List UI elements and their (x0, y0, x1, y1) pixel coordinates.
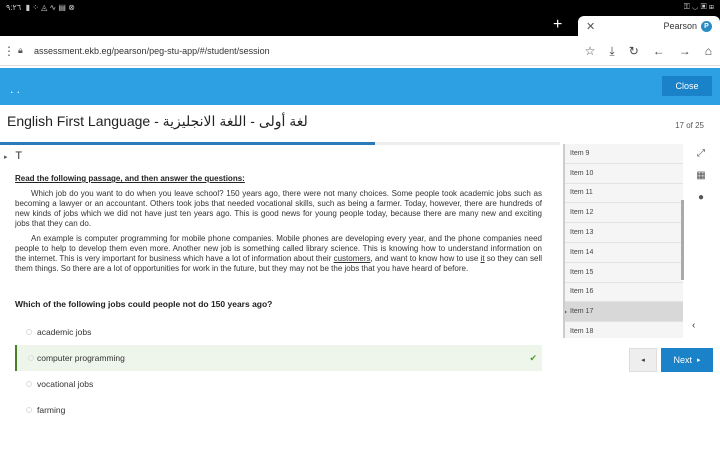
option-label: academic jobs (37, 327, 92, 337)
radio-button[interactable] (26, 407, 32, 413)
lock-icon[interactable]: 🔒︎ (18, 45, 23, 55)
question-content (0, 146, 560, 450)
previous-button[interactable]: ◂ (629, 348, 657, 372)
back-icon[interactable]: ← (652, 44, 665, 58)
item-entry[interactable]: Item 14 (565, 243, 683, 263)
underlined-word: it (480, 254, 485, 263)
passage-text: An example is computer programming for mobile phone companies. Mobile phones are developing every year, and the phone companies need people to help to develop them even more. Another new job is something called library science. This is knowing how to understand information on the internet. This is very important for business which have a lot of information about their (15, 234, 542, 263)
item-entry[interactable]: Item 16 (565, 283, 683, 303)
item-entry[interactable]: Item 13 (565, 223, 683, 243)
item-entry[interactable]: Item 18 (565, 322, 683, 338)
new-tab-icon[interactable]: + (553, 16, 563, 33)
item-entry[interactable]: Item 12 (565, 203, 683, 223)
status-left: ؜ ٩:٢٦ ▮ ⁘ ◬ ∿ ▤ ⊗ (6, 2, 75, 12)
close-tab-icon[interactable]: ✕ (586, 20, 596, 33)
answer-options (15, 319, 542, 423)
next-arrow-icon: ▸ (697, 357, 701, 364)
pearson-logo-icon: P (701, 21, 712, 32)
item-list (563, 144, 683, 338)
status-bar (0, 0, 720, 14)
assessment-header (0, 68, 720, 105)
collapse-panel-icon[interactable]: ‹ (692, 320, 696, 331)
address-bar (0, 36, 720, 66)
item-entry-current[interactable]: Item 17 (565, 302, 683, 322)
item-entry[interactable]: Item 9 (565, 144, 683, 164)
answer-option[interactable] (15, 397, 542, 423)
passage-text: so they can sell them things. So there are a lot of opportunities for work in the future, but they may not be the jobs that you have heard of before. (15, 254, 543, 273)
close-button[interactable]: Close (662, 76, 712, 96)
page-title: English First Language - لغة أولى - اللغة الانجليزية (7, 113, 308, 129)
checkmark-icon: ✔ (529, 352, 537, 363)
underlined-word: customers (333, 254, 371, 263)
item-entry[interactable]: Item 15 (565, 263, 683, 283)
next-label: Next (673, 355, 692, 365)
header-dots: . . (10, 82, 21, 96)
status-right: ⚿ ◡ ▣ ⊞ (683, 2, 714, 11)
radio-button[interactable] (26, 381, 32, 387)
progress-bar (0, 142, 560, 145)
browser-tab[interactable] (578, 16, 720, 36)
star-icon[interactable]: ☆ (584, 44, 596, 58)
question-text: Which of the following jobs could people not do 150 years ago? (15, 299, 273, 309)
radio-button[interactable] (26, 329, 32, 335)
tab-bar (0, 14, 720, 36)
tab-title: Pearson (663, 21, 697, 31)
progress-fill (0, 142, 375, 145)
item-entry[interactable]: Item 10 (565, 164, 683, 184)
item-counter: 17 of 25 (675, 121, 704, 130)
download-icon[interactable]: ⤓ (609, 43, 615, 58)
reading-passage (15, 189, 542, 279)
option-label: computer programming (37, 353, 125, 363)
title-bar (0, 105, 720, 142)
answer-option[interactable] (15, 371, 542, 397)
section-label: T (15, 150, 23, 162)
instructions: Read the following passage, and then answer the questions: (15, 174, 245, 183)
passage-paragraph-1: Which job do you want to do when you leave school? 150 years ago, there were not many choices. Some people took academic jobs such as becoming a lawyer or an accountant. Others took jobs that needed vocational skills, such as being a farmer. Today, however, there are hundreds of new kinds of jobs which we did not have just ten years ago. This is good news for young people today, because there are many new and exciting jobs that they can do. (15, 189, 542, 228)
browser-toolbar (585, 36, 712, 66)
answer-option-selected[interactable] (15, 345, 542, 371)
refresh-icon[interactable]: ↻ (628, 44, 639, 58)
next-button[interactable] (661, 348, 713, 372)
passage-paragraph-2 (15, 234, 542, 274)
forward-icon[interactable]: → (678, 44, 691, 58)
answer-option[interactable] (15, 319, 542, 345)
url-text[interactable]: assessment.ekb.eg/pearson/peg-stu-app/#/student/session (34, 45, 270, 56)
option-label: farming (37, 405, 66, 415)
calculator-icon[interactable]: ▦ (696, 170, 706, 181)
passage-text: , and want to know how to use (370, 254, 481, 263)
option-label: vocational jobs (37, 379, 94, 389)
item-entry[interactable]: Item 11 (565, 184, 683, 204)
fullscreen-icon[interactable]: ⤢ (697, 148, 705, 159)
home-icon[interactable]: ⌂ (704, 44, 712, 58)
radio-button[interactable] (28, 355, 34, 361)
info-icon[interactable]: ● (697, 192, 705, 203)
section-header[interactable] (4, 150, 22, 162)
menu-icon[interactable]: ⋮ (3, 43, 15, 58)
tool-panel (684, 144, 720, 338)
caret-right-icon[interactable]: ▸ (4, 154, 8, 161)
